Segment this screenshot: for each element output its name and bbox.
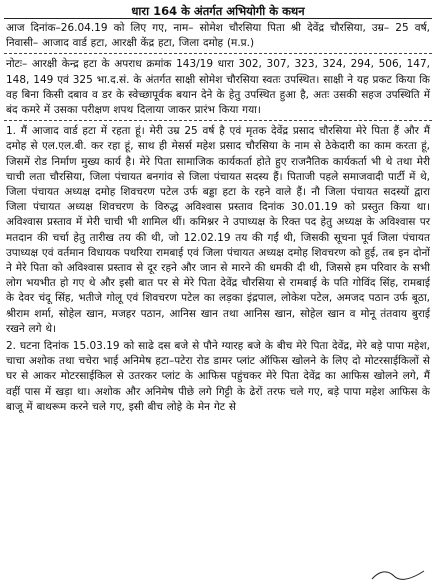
signature-mark <box>370 568 426 582</box>
separator-2 <box>4 120 432 121</box>
intro-paragraph: आज दिनांक–26.04.19 को लिए गए, नाम– सोमेश चौरसिया पिता श्री देवेंद्र चौरसिया, उम्र– 25 वर्ष, निवासी– आजाद वार्ड हटा, आरक्षी केंद्र हटा, जिला दमोह (म.प्र.) <box>6 22 430 50</box>
separator-1 <box>4 53 432 54</box>
note-paragraph: नोटः– आरक्षी केन्द्र हटा के अपराध क्रमांक 143/19 धारा 302, 307, 323, 324, 294, 506, 147, 148, 149 एवं 325 भा.द.सं. के अंतर्गत साक्षी सोमेश चौरसिया स्वतः उपस्थित। साक्षी ने यह प्रकट किया कि वह बिना किसी दबाव व डर के स्वेच्छापूर्वक बयान देने के हेतु उपस्थित हुआ है, अतः उसकी सहज उपस्थिति में बंद कमरे में उसका परीक्षण शपथ दिलाया जाकर प्रारंभ किया गया। <box>6 58 430 117</box>
statement-paragraph-1: 1. मैं आजाद वार्ड हटा में रहता हूं। मेरी उम्र 25 वर्ष है एवं मृतक देवेंद्र प्रसाद चौरसिया मेरे पिता हैं और मैं दमोह से एल.एल.बी. कर रहा हूं, साथ ही मेसर्स महेश प्रसाद चौरसिया के नाम से ठेकेदारी का काम करता हूं, जिसमें रोड निर्माण मुख्य कार्य है। मेरे पिता सामाजिक कार्यकर्ता होते हुए राजनैतिक कार्यकर्ता भी थे तथा मेरी चाची लता चौरसिया, जिला पंचायत बनगांव से जिला पंचायत सदस्य हैं। पिताजी पहले समाजवादी पार्टी में थे, जिला पंचायत अध्यक्ष दमोह शिवचरण पटेल उर्फ बड्डा हटा के रहने वाले हैं। नौ जिला पंचायत सदस्यों द्वारा जिला पंचायत अध्यक्ष शिवचरण के विरुद्ध अविश्वास प्रस्ताव दिनांक 30.01.19 को प्रस्तुत किया था। अविश्वास प्रस्ताव में मेरी चाची भी शामिल थीं। कमिश्नर ने उपाध्यक्ष के रिक्त पद हेतु अध्यक्ष के अविश्वास पर मतदान की चर्चा हेतु तारीख तय की थी, जो 12.02.19 तय की गईं थी, जिसकी सूचना पूर्व जिला पंचायत उपाध्यक्ष एवं वर्तमान विधायक पथरिया रामबाई एवं जिला पंचायत अध्यक्ष दमोह शिवचरण को हुई, तब इन दोनों ने मेरे पिता को अविश्वास प्रस्ताव से दूर रहने और जान से मारने की धमकी दी थी, जिससे हम परिवार के सभी लोग भयभीत हो गए थे और इसी बात पर से मेरे पिता देवेंद्र चौरसिया से रामबाई के पति गोविंद सिंह, रामबाई के देवर चंदू सिंह, भतीजे गोलू एवं शिवचरण पटेल का लड़का इंद्रपाल, लोकेश पटेल, अमजद पठान उर्फ बूठा, श्रीराम शर्मा, सोहेल खान, मजहर पठान, आनिस खान तथा आनिस खान, सोहेल खान व मोनू तंतवाय बुराई रखने लगे थे। <box>6 125 430 335</box>
statement-paragraph-2: 2. घटना दिनांक 15.03.19 को साढे दस बजे से पौने ग्यारह बजे के बीच मेरे पिता देवेंद्र, मेरे बड़े पापा महेश, चाचा अशोक तथा चचेरा भाई अनिमेष हटा–पटेरा रोड डामर प्लांट ऑफिस खोलने के लिए दो मोटरसाईकिलों से घर से आकर मोटरसाईकिल से उतरकर प्लांट के आफिस पहुंचकर मेरे पिता देवेंद्र का आफिस खोलने लगे, मैं वहीं पास में खड़ा था। अशोक और अनिमेष पीछे लगे गिट्टी के ढेरों तरफ चले गए, बड़े पापा महेश आफिस के बाजू में बाथरूम करने चले गए, इसी बीच लोहे के मेन गेट से <box>6 340 430 413</box>
document-title: धारा 164 के अंतर्गत अभियोगी के कथन <box>131 4 305 18</box>
title-underline <box>4 18 432 19</box>
